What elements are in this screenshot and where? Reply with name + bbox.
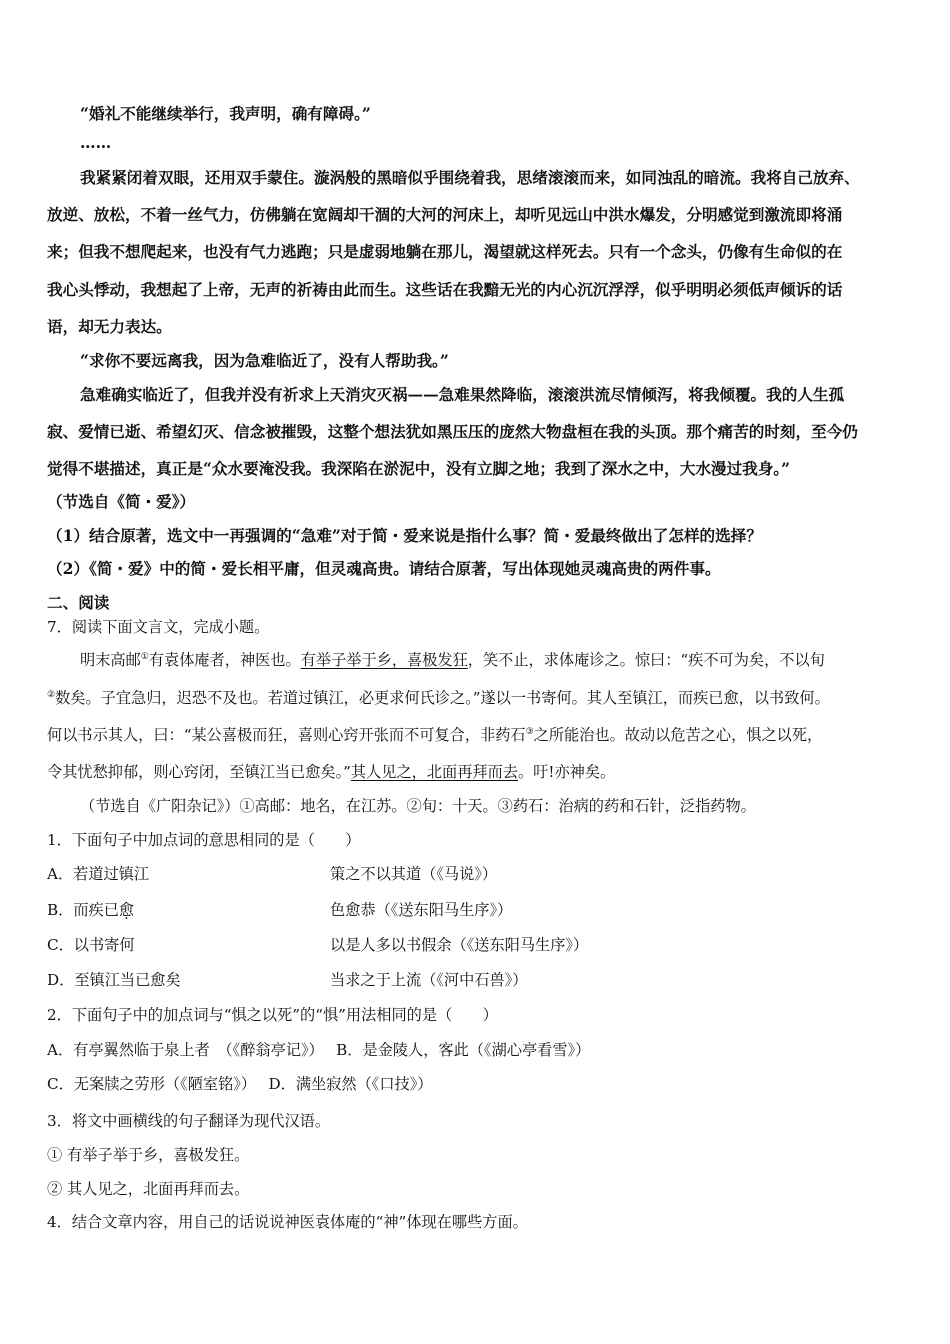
option-c-compare: 以是人多以书假余（《送东阳马生序》） [330,936,589,954]
option-a-compare: 策之不以其道（《马说》） [330,865,498,883]
paragraph-line: 语，却无力表达。 [47,317,172,336]
translate-item: ① 有举子举于乡，喜极发狂。 [47,1146,250,1164]
option-row [47,899,910,921]
option-row: C．无案牍之劳形（《陋室铭》） D．满坐寂然（《口技》） [47,1075,433,1093]
option-b-compare: 色愈恭（《送东阳马生序》） [330,901,513,919]
question-7: 7．阅读下面文言文，完成小题。 [47,618,270,636]
paragraph-line: 来；但我不想爬起来，也没有气力逃跑；只是虚弱地躺在那儿，渴望就这样死去。只有一个念头，仍像有生命似的在 [47,242,843,261]
paragraph-line: 我紧紧闭着双眼，还用双手蒙住。漩涡般的黑暗似乎围绕着我，思绪滚滚而来，如同浊乱的暗流。我将自己放弃、 [80,168,860,187]
classical-text-line: 明末高邮①有袁体庵者，神医也。有举子举于乡，喜极发狂，笑不止，求体庵诊之。惊曰：“疾不可为矣，不以旬 [80,651,825,669]
option-b: B．而疾已愈 [47,901,135,919]
classical-text-line: 令其忧愁抑郁，则心窍闭，至镇江当已愈矣。”其人见之，北面再拜而去。吁!亦神矣。 [47,763,616,781]
sub-question-3: 3．将文中画横线的句子翻译为现代汉语。 [47,1112,331,1130]
paragraph-line: 觉得不堪描述，真正是“众水要淹没我。我深陷在淤泥中，没有立脚之地；我到了深水之中，大水漫过我身。” [47,459,791,478]
classical-text-line: ②数矣。子宜急归，迟恐不及也。若道过镇江，必更求何氏诊之。”遂以一书寄何。其人至镇江，而疾已愈，以书致何。 [47,689,830,707]
paragraph-line: 放逆、放松，不着一丝气力，仿佛躺在宽阔却干涸的大河的河床上，却听见远山中洪水爆发，分明感觉到激流即将涌 [47,205,843,224]
option-d: D．至镇江当已愈矣 [47,971,181,989]
footnotes: （节选自《广阳杂记》）①高邮：地名，在江苏。②旬：十天。③药石：治病的药和石针，泛指药物。 [80,797,756,815]
paragraph-line: 急难确实临近了，但我并没有祈求上天消灾灭祸——急难果然降临，滚滚洪流尽情倾泻，将我倾覆。我的人生孤 [80,385,845,404]
source-citation: （节选自《简・爱》） [47,492,196,511]
underlined-sentence: 其人见之，北面再拜而去 [350,763,518,781]
passage-line: “婚礼不能继续举行，我声明，确有障碍。” [80,104,371,123]
paragraph-line: 我心头悸动，我想起了上帝，无声的祈祷由此而生。这些话在我黯无光的内心沉沉浮浮，似乎明明必须低声倾诉的话 [47,280,843,299]
quote-line: “求你不要远离我，因为急难临近了，没有人帮助我。” [80,351,449,370]
option-c: C．以书寄何 [47,936,135,954]
ellipsis-line: …… [80,133,112,152]
option-a: A．若道过镇江 [47,865,150,883]
classical-text-line: 何以书示其人，曰：“某公喜极而狂，喜则心窍开张而不可复合，非药石③之所能治也。故动以危苦之心，惧之以死， [47,726,823,744]
option-d-compare: 当求之于上流（《河中石兽》） [330,971,528,989]
footnote-marker: ② [47,689,56,700]
dotted-character: 愈 [118,901,135,919]
option-row [47,934,910,956]
option-row [47,969,910,991]
option-row [47,863,910,885]
section-heading: 二、阅读 [47,593,110,612]
sub-question-1: 1．下面句子中加点词的意思相同的是（ ） [47,831,361,849]
question-2: （2）《简・爱》中的简・爱长相平庸，但灵魂高贵。请结合原著，写出体现她灵魂高贵的两件事。 [47,559,721,578]
underlined-sentence: 有举子举于乡，喜极发狂 [300,651,468,669]
sub-question-4: 4．结合文章内容，用自己的话说说神医袁体庵的“神”体现在哪些方面。 [47,1213,528,1231]
footnote-marker: ① [140,651,149,662]
footnote-marker: ③ [525,726,534,737]
paragraph-line: 寂、爱情已逝、希望幻灭、信念被摧毁，这整个想法犹如黑压压的庞然大物盘桓在我的头顶。那个痛苦的时刻，至今仍 [47,422,858,441]
question-1: （1）结合原著，选文中一再强调的“急难”对于简・爱来说是指什么事？简・爱最终做出了怎样的选择？ [47,526,762,545]
translate-item: ② 其人见之，北面再拜而去。 [47,1180,250,1198]
sub-question-2: 2．下面句子中的加点词与“惧之以死”的“惧”用法相同的是（ ） [47,1006,498,1024]
option-row: A．有亭翼然临于泉上者 （《醉翁亭记》） B．是金陵人，客此（《湖心亭看雪》） [47,1041,591,1059]
